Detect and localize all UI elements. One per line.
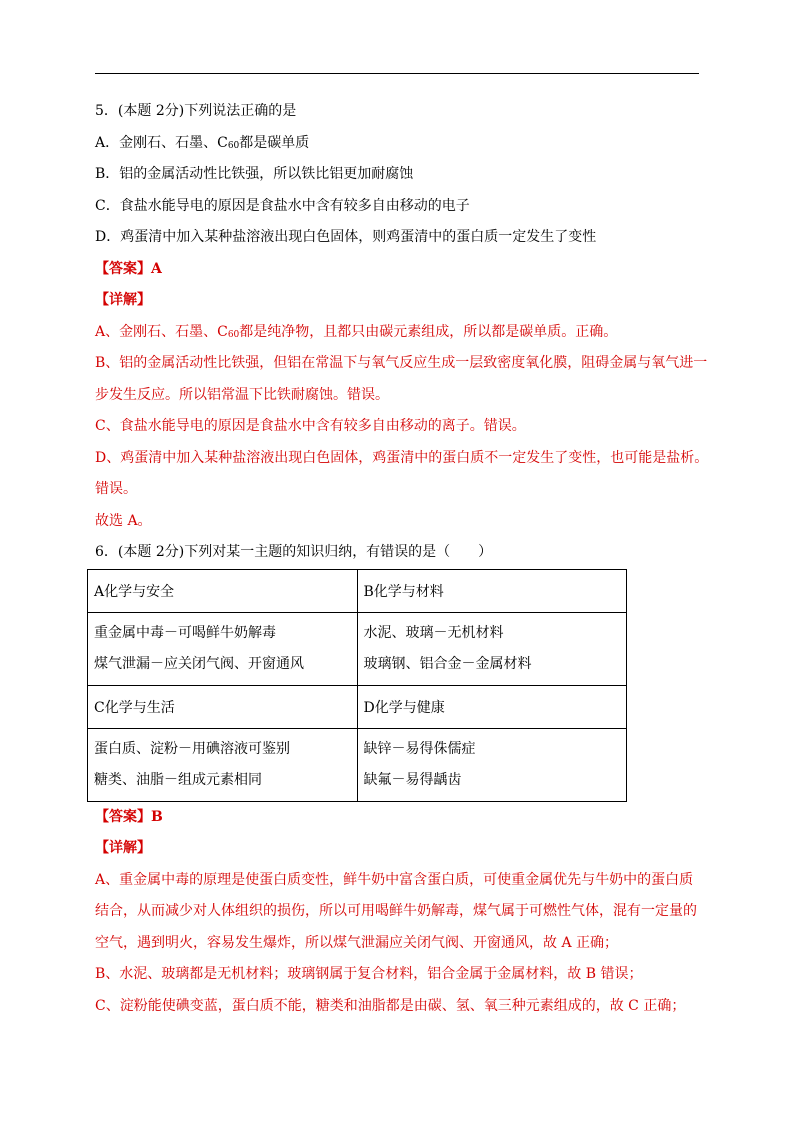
header-rule [95,73,699,74]
q6-detail-heading: 【详解】 [95,840,151,856]
q5-answer: 【答案】A [95,260,162,277]
q5-conclusion: 故选 A。 [95,512,152,529]
q6-explanation-a-line3: 空气，遇到明火，容易发生爆炸，所以煤气泄漏应关闭气阀、开窗通风，故 A 正确； [95,934,619,951]
q6-answer: 【答案】B [95,808,163,825]
cell-d-heading: D化学与健康 [357,685,627,728]
cell-d-content: 缺锌－易得侏儒症 缺氟－易得龋齿 [357,728,627,801]
q5-explanation-a: A、金刚石、石墨、$C_{60}$都是纯净物，且都只由碳元素组成，所以都是碳单质。正确。 [95,323,618,340]
cell-c-content: 蛋白质、淀粉－用碘溶液可鉴别 糖类、油脂－组成元素相同 [88,728,358,801]
q5-option-d: D．鸡蛋清中加入某种盐溶液出现白色固体，则鸡蛋清中的蛋白质一定发生了变性 [95,229,597,245]
q6-explanation-b: B、水泥、玻璃都是无机材料；玻璃钢属于复合材料，铝合金属于金属材料，故 B 错误； [95,966,643,982]
cell-b-content: 水泥、玻璃－无机材料 玻璃钢、铝合金－金属材料 [357,612,627,685]
q5-stem: 5．(本题 2分)下列说法正确的是 [95,103,297,119]
document-body [94,96,709,1022]
table-row [88,612,627,685]
q5-explanation-c: C、食盐水能导电的原因是食盐水中含有较多自由移动的离子。错误。 [95,418,526,434]
q6-explanation-a-line1: A、重金属中毒的原理是使蛋白质变性，鲜牛奶中富含蛋白质，可使重金属优先与牛奶中的蛋白质 [95,871,694,888]
table-row [88,569,627,612]
q6-stem: 6．(本题 2分)下列对某一主题的知识归纳，有错误的是（ ） [95,544,493,560]
cell-a-content: 重金属中毒－可喝鲜牛奶解毒 煤气泄漏－应关闭气阀、开窗通风 [88,612,358,685]
q5-detail-heading: 【详解】 [95,292,151,308]
q5-option-b: B．铝的金属活动性比铁强，所以铁比铝更加耐腐蚀 [95,166,414,182]
table-row [88,685,627,728]
cell-a-heading: A化学与安全 [88,569,358,612]
q5-option-a: A．金刚石、石墨、$C_{60}$都是碳单质 [95,134,310,151]
cell-b-heading: B化学与材料 [357,569,627,612]
q5-explanation-b-line1: B、铝的金属活动性比铁强，但铝在常温下与氧气反应生成一层致密度氧化膜，阻碍金属与氧气进一 [95,355,708,371]
q5-explanation-d-line1: D、鸡蛋清中加入某种盐溶液出现白色固体，鸡蛋清中的蛋白质不一定发生了变性，也可能是盐析。 [95,449,709,466]
q6-explanation-c: C、淀粉能使碘变蓝，蛋白质不能，糖类和油脂都是由碳、氢、氧三种元素组成的，故 C 正确； [95,997,686,1014]
q5-explanation-d-line2: 错误。 [95,481,137,497]
q6-knowledge-table [87,569,627,802]
cell-c-heading: C化学与生活 [88,685,358,728]
q5-option-c: C．食盐水能导电的原因是食盐水中含有较多自由移动的电子 [95,197,470,214]
table-row [88,728,627,801]
q6-explanation-a-line2: 结合，从而减少对人体组织的损伤，所以可用喝鲜牛奶解毒，煤气属于可燃性气体，混有一定量的 [95,903,697,919]
q5-explanation-b-line2: 步发生反应。所以铝常温下比铁耐腐蚀。错误。 [95,386,389,403]
